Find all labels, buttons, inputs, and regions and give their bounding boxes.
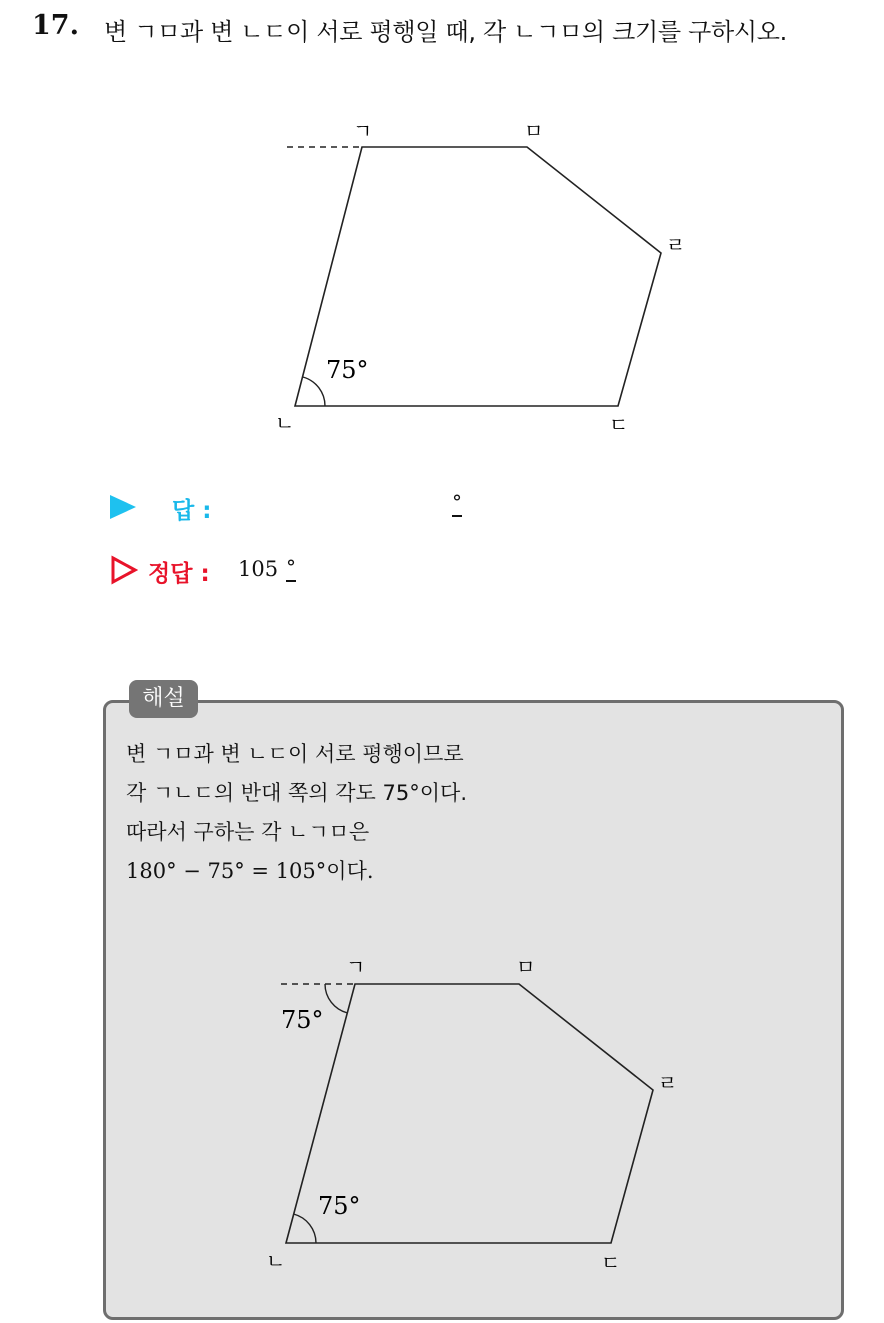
vertex-label-a: ㄱ <box>353 119 373 143</box>
angle-label-top: 75° <box>281 1006 324 1034</box>
solution-tag: 해설 <box>129 680 198 718</box>
answer-unit: ° <box>452 490 462 514</box>
solution-line-2: 각 ㄱㄴㄷ의 반대 쪽의 각도 75°이다. <box>126 781 467 805</box>
correct-label: 정답 : <box>148 561 210 587</box>
angle-arc-top <box>325 984 348 1013</box>
vertex-label-d: ㄹ <box>666 233 686 257</box>
answer-label: 답 : <box>172 498 212 524</box>
question-number: 17. <box>32 10 79 41</box>
vertex-label-c-2: ㄷ <box>601 1251 621 1275</box>
vertex-label-a-2: ㄱ <box>346 955 366 979</box>
vertex-label-d-2: ㄹ <box>658 1071 678 1095</box>
angle-label-bottom: 75° <box>318 1192 361 1220</box>
solution-line-1: 변 ㄱㅁ과 변 ㄴㄷ이 서로 평행이므로 <box>126 742 464 766</box>
vertex-label-b: ㄴ <box>275 411 295 435</box>
solution-line-4: 180° − 75° = 105°이다. <box>126 859 374 883</box>
vertex-label-c: ㄷ <box>609 413 629 437</box>
question-text: 변 ㄱㅁ과 변 ㄴㄷ이 서로 평행일 때, 각 ㄴㄱㅁ의 크기를 구하시오. <box>104 18 787 46</box>
correct-value: 105 <box>238 557 279 581</box>
vertex-label-b-2: ㄴ <box>266 1249 286 1273</box>
correct-unit: ° <box>286 555 296 579</box>
solution-line-3: 따라서 구하는 각 ㄴㄱㅁ은 <box>126 820 370 844</box>
angle-label: 75° <box>326 356 369 384</box>
angle-arc-bottom <box>294 1214 317 1243</box>
vertex-label-e-2: ㅁ <box>516 955 536 979</box>
vertex-label-e: ㅁ <box>524 119 544 143</box>
